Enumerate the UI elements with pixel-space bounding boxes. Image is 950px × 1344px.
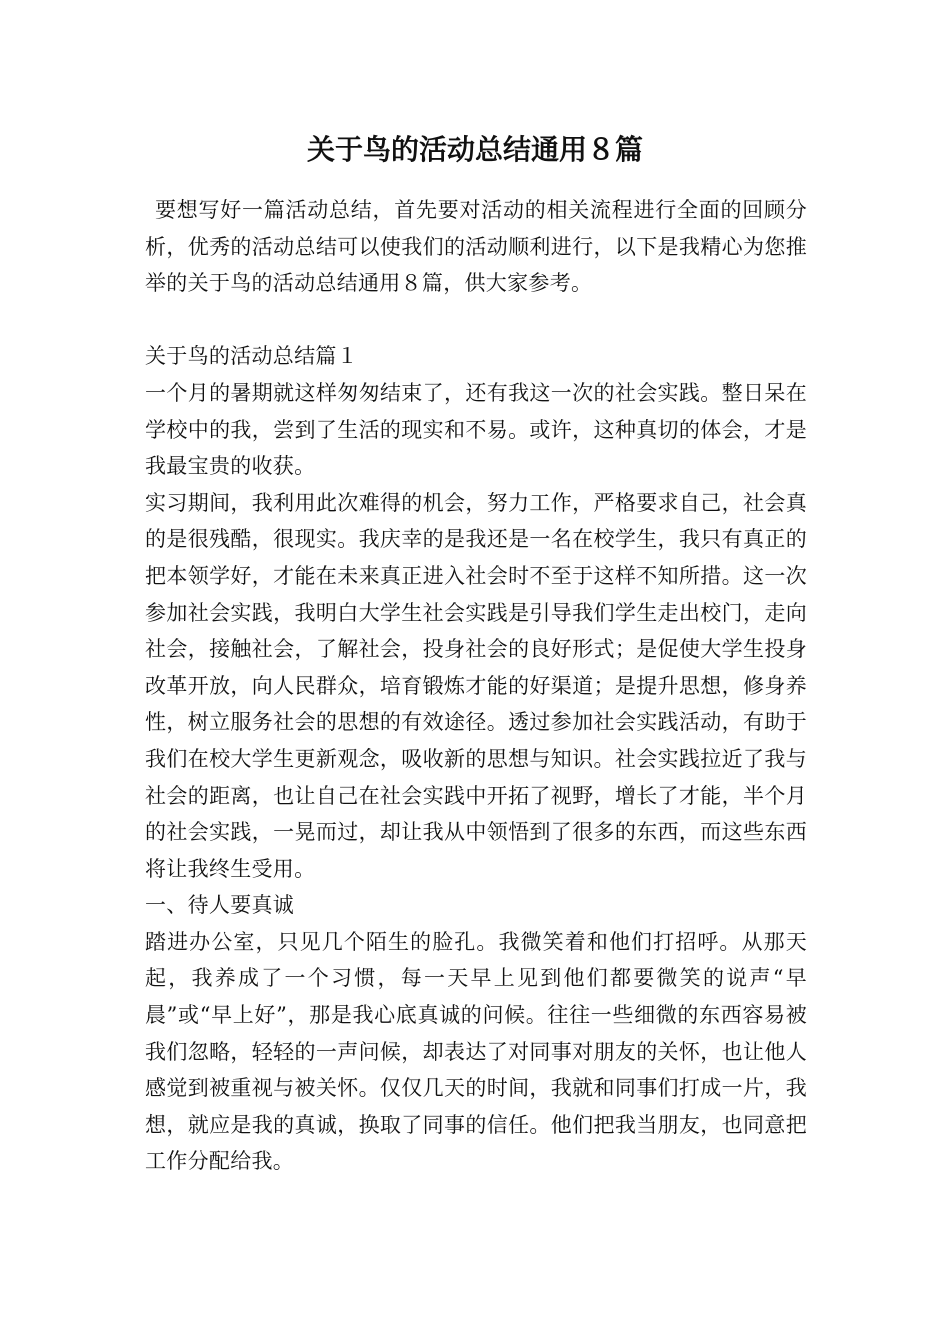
subheading: 一、待人要真诚	[145, 893, 295, 918]
document-title: 关于鸟的活动总结通用８篇	[306, 133, 643, 166]
section-heading: 关于鸟的活动总结篇１	[145, 344, 358, 369]
paragraph-gap	[145, 302, 807, 339]
document-body	[145, 192, 807, 1180]
intro-paragraph: 要想写好一篇活动总结，首先要对活动的相关流程进行全面的回顾分析，优秀的活动总结可以使我们的活动顺利进行，以下是我精心为您推举的关于鸟的活动总结通用８篇，供大家参考。	[145, 198, 807, 296]
body-paragraph: 实习期间，我利用此次难得的机会，努力工作，严格要求自己，社会真的是很残酷，很现实。我庆幸的是我还是一名在校学生，我只有真正的把本领学好，才能在未来真正进入社会时不至于这样不知所措。这一次参加社会实践，我明白大学生社会实践是引导我们学生走出校门，走向社会，接触社会，了解社会，投身社会的良好形式；是促使大学生投身改革开放，向人民群众，培育锻炼才能的好渠道；是提升思想，修身养性，树立服务社会的思想的有效途径。透过参加社会实践活动，有助于我们在校大学生更新观念，吸收新的思想与知识。社会实践拉近了我与社会的距离，也让自己在社会实践中开拓了视野，增长了才能，半个月的社会实践，一晃而过，却让我从中领悟到了很多的东西，而这些东西将让我终生受用。	[145, 490, 807, 881]
body-paragraph: 踏进办公室，只见几个陌生的脸孔。我微笑着和他们打招呼。从那天起，我养成了一个习惯，每一天早上见到他们都要微笑的说声“早晨”或“早上好”，那是我心底真诚的问候。往往一些细微的东西容易被我们忽略，轻轻的一声问候，却表达了对同事对朋友的关怀，也让他人感觉到被重视与被关怀。仅仅几天的时间，我就和同事们打成一片，我想，就应是我的真诚，换取了同事的信任。他们把我当朋友，也同意把工作分配给我。	[145, 929, 807, 1174]
body-paragraph: 一个月的暑期就这样匆匆结束了，还有我这一次的社会实践。整日呆在学校中的我，尝到了生活的现实和不易。或许，这种真切的体会，才是我最宝贵的收获。	[145, 380, 807, 479]
